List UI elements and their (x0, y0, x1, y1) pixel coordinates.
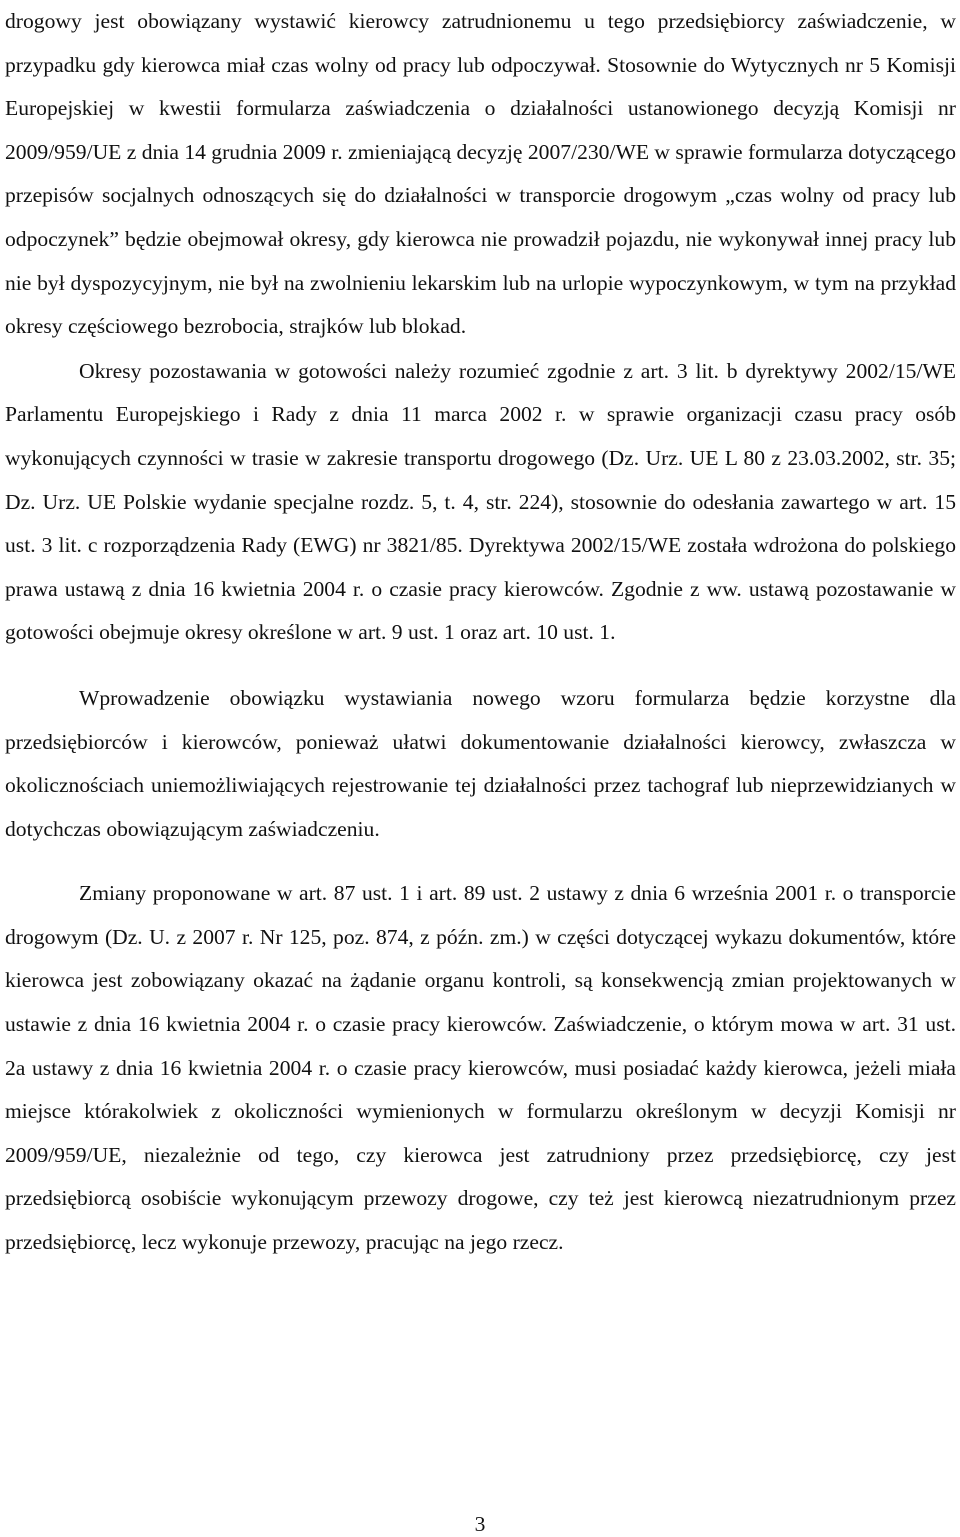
paragraph-readiness-periods: Okresy pozostawania w gotowości należy rozumieć zgodnie z art. 3 lit. b dyrektywy 2002/15/WE Parlamentu Europejskiego i Rady z dnia 11 marca 2002 r. w sprawie organizacji czasu pracy osób wykonujących czynności w trasie w zakresie transportu drogowego (Dz. Urz. UE L 80 z 23.03.2002, str. 35; Dz. Urz. UE Polskie wydanie specjalne rozdz. 5, t. 4, str. 224), stosownie do odesłania zawartego w art. 15 ust. 3 lit. c rozporządzenia Rady (EWG) nr 3821/85. Dyrektywa 2002/15/WE została wdrożona do polskiego prawa ustawą z dnia 16 kwietnia 2004 r. o czasie pracy kierowców. Zgodnie z ww. ustawą pozostawanie w gotowości obejmuje okresy określone w art. 9 ust. 1 oraz art. 10 ust. 1. (5, 358, 956, 645)
paragraph-new-form-benefits: Wprowadzenie obowiązku wystawiania nowego wzoru formularza będzie korzystne dla przedsiębiorców i kierowców, ponieważ ułatwi dokumentowanie działalności kierowcy, zwłaszcza w okolicznościach uniemożliwiających rejestrowanie tej działalności przez tachograf lub nieprzewidzianych w dotychczas obowiązującym zaświadczeniu. (5, 685, 956, 841)
page-number: 3 (474, 1512, 486, 1536)
paragraph-proposed-changes: Zmiany proponowane w art. 87 ust. 1 i art. 89 ust. 2 ustawy z dnia 6 września 2001 r. o transporcie drogowym (Dz. U. z 2007 r. Nr 125, poz. 874, z późn. zm.) w części dotyczącej wykazu dokumentów, które kierowca jest zobowiązany okazać na żądanie organu kontroli, są konsekwencją zmian projektowanych w ustawie z dnia 16 kwietnia 2004 r. o czasie pracy kierowców. Zaświadczenie, o którym mowa w art. 31 ust. 2a ustawy z dnia 16 kwietnia 2004 r. o czasie pracy kierowców, musi posiadać każdy kierowca, jeżeli miała miejsce którakolwiek z okoliczności wymienionych w formularzu określonym w decyzji Komisji nr 2009/959/UE, niezależnie od tego, czy kierowca jest zatrudniony przez przedsiębiorcę, czy jest przedsiębiorcą osobiście wykonującym przewozy drogowe, czy też jest kierowcą niezatrudnionym przez przedsiębiorcę, lecz wykonuje przewozy, pracując na jego rzecz. (5, 881, 956, 1255)
paragraph-driver-certificate: drogowy jest obowiązany wystawić kierowcy zatrudnionemu u tego przedsiębiorcy zaświadczenie, w przypadku gdy kierowca miał czas wolny od pracy lub odpoczywał. Stosownie do Wytycznych nr 5 Komisji Europejskiej w kwestii formularza zaświadczenia o działalności ustanowionego decyzją Komisji nr 2009/959/UE z dnia 14 grudnia 2009 r. zmieniającą decyzję 2007/230/WE w sprawie formularza dotyczącego przepisów socjalnych odnoszących się do działalności w transporcie drogowym „czas wolny od pracy lub odpoczynek” będzie obejmował okresy, gdy kierowca nie prowadził pojazdu, nie wykonywał innej pracy lub nie był dyspozycyjnym, nie był na zwolnieniu lekarskim lub na urlopie wypoczynkowym, w tym na przykład okresy częściowego bezrobocia, strajków lub blokad. (5, 9, 956, 339)
document-page (5, 0, 956, 1265)
